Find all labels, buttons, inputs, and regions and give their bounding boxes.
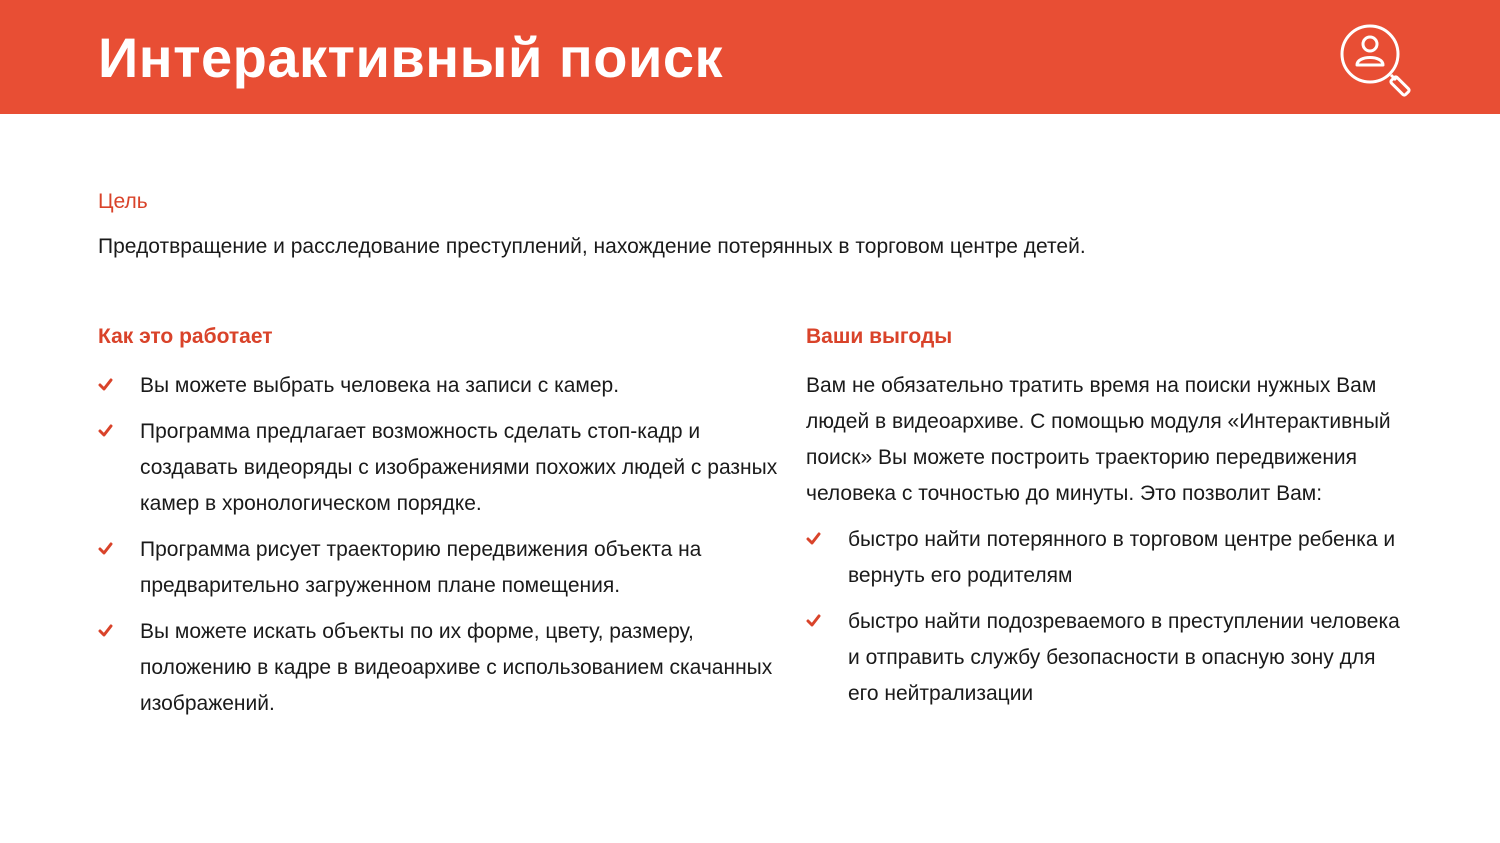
list-item-text: Вы можете искать объекты по их форме, цвету, размеру, положению в кадре в видеоархиве с использованием скачанных изображений. [140, 620, 773, 715]
list-item-text: Программа рисует траекторию передвижения объекта на предварительно загруженном плане помещения. [140, 538, 702, 597]
check-icon [98, 414, 114, 450]
check-icon [806, 522, 822, 558]
list-item [806, 604, 1406, 712]
benefits-heading: Ваши выгоды [806, 325, 953, 348]
list-item-text: Вы можете выбрать человека на записи с камер. [140, 374, 620, 397]
goal-label: Цель [98, 190, 148, 213]
list-item-text: быстро найти потерянного в торговом центре ребенка и вернуть его родителям [848, 528, 1396, 587]
list-item-text: Программа предлагает возможность сделать стоп-кадр и создавать видеоряды с изображениями похожих людей с разных камер в хронологическом порядке. [140, 420, 778, 515]
check-icon [98, 368, 114, 404]
check-icon [98, 614, 114, 650]
how-it-works-list [98, 368, 778, 722]
header-bar [0, 0, 1500, 114]
benefits-intro: Вам не обязательно тратить время на поиски нужных Вам людей в видеоархиве. С помощью модуля «Интерактивный поиск» Вы можете построить траекторию передвижения человека с точностью до минуты. Это позволит Вам: [806, 374, 1391, 505]
list-item [98, 532, 778, 604]
goal-text: Предотвращение и расследование преступлений, нахождение потерянных в торговом центре детей. [98, 235, 1086, 258]
benefits-list [806, 522, 1406, 712]
list-item [98, 368, 778, 404]
how-it-works-section [98, 322, 778, 732]
check-icon [806, 604, 822, 640]
list-item [98, 414, 778, 522]
how-it-works-heading: Как это работает [98, 325, 273, 348]
list-item [98, 614, 778, 722]
list-item [806, 522, 1406, 594]
check-icon [98, 532, 114, 568]
page-title: Интерактивный поиск [98, 26, 724, 89]
list-item-text: быстро найти подозреваемого в преступлении человека и отправить службу безопасности в опасную зону для его нейтрализации [848, 610, 1400, 705]
person-search-icon [1336, 20, 1420, 100]
benefits-section [806, 322, 1406, 722]
